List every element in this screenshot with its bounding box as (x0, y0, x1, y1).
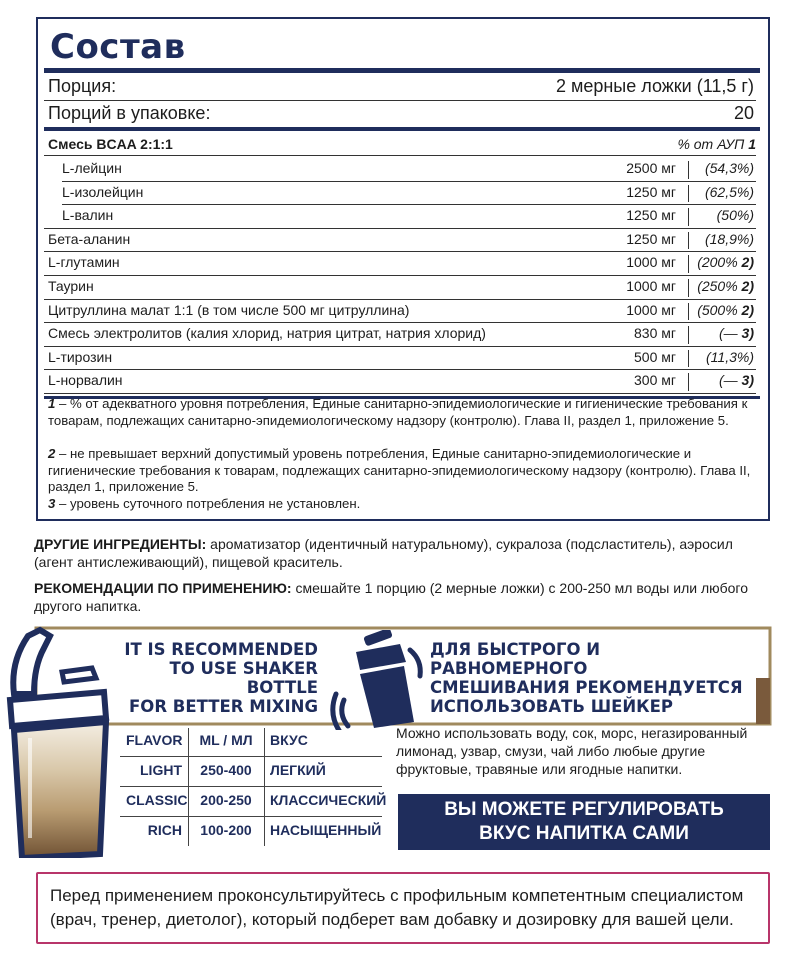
serving-row (48, 76, 754, 97)
flavor-header-cell: ВКУС (270, 732, 308, 748)
shaker-en-text: IT IS RECOMMENDED TO USE SHAKER BOTTLE FOR BETTER MIXING (124, 640, 318, 716)
flavor-cell: ЛЕГКИЙ (270, 762, 326, 778)
ingredient-name: Бета-аланин (48, 230, 131, 247)
ingredient-amount: 1250 мг (626, 183, 676, 200)
ingredient-amount: 1250 мг (626, 207, 676, 224)
shaker-ru-text: ДЛЯ БЫСТРОГО И РАВНОМЕРНОГО СМЕШИВАНИЯ РЕКОМЕНДУЕТСЯ ИСПОЛЬЗОВАТЬ ШЕЙКЕР (430, 640, 743, 716)
column-divider (688, 373, 689, 391)
ingredient-name: L-изолейцин (62, 183, 144, 200)
header-rule (44, 127, 760, 131)
footnote: 1 – % от адекватного уровня потребления, Единые санитарно-эпидемиологические и гигиенические требования к товарам, подлежащих санитарно-эпидемиологическому надзору (контролю). Глава II, раздел 1, приложение 5. (48, 396, 748, 428)
flavor-row-divider (120, 756, 382, 757)
flavor-cell: CLASSIC (126, 792, 188, 808)
column-divider (688, 208, 689, 226)
flavor-header-cell: FLAVOR (126, 732, 183, 748)
footnote: 2 – не превышает верхний допустимый уровень потребления, Единые санитарно-эпидемиологические и гигиенические требования к товарам, подлежащих санитарно-эпидемиологическому надзору (контролю). Глава II, раздел 1, приложение 5. (48, 446, 751, 494)
flavor-cell: 100-200 (200, 822, 252, 838)
ingredient-pct: (62,5%) (704, 183, 754, 200)
ingredient-name: L-тирозин (48, 348, 113, 365)
servings-label: Порций в упаковке: (48, 103, 211, 123)
ingredient-pct: (— 3) (718, 372, 754, 389)
column-divider (688, 350, 689, 368)
ingredient-amount: 1000 мг (626, 278, 676, 294)
ingredient-pct: (11,3%) (706, 348, 754, 365)
ingredient-pct: (54,3%) (704, 160, 754, 176)
ingredient-amount: 2500 мг (626, 160, 676, 176)
ingredient-pct: (250% 2) (697, 278, 754, 294)
flavor-cell: КЛАССИЧЕСКИЙ (270, 792, 387, 808)
column-divider (688, 279, 689, 297)
row-divider (44, 228, 756, 229)
row-divider (44, 393, 756, 394)
ingredient-pct: (18,9%) (704, 230, 754, 247)
column-divider (688, 232, 689, 250)
flavor-row-divider (120, 786, 382, 787)
ingredient-name: L-валин (62, 207, 114, 224)
footnote: 3 – уровень суточного потребления не установлен. (48, 496, 361, 511)
flavor-cell: LIGHT (140, 762, 182, 778)
ingredient-name: Таурин (48, 278, 94, 294)
row-divider (62, 204, 756, 205)
ingredient-amount: 830 мг (634, 325, 676, 342)
title-rule (44, 68, 760, 73)
ingredient-pct: (— 3) (718, 325, 754, 342)
divider (44, 155, 756, 156)
divider (44, 100, 756, 101)
table-header-pct: % от АУП 1 (677, 136, 756, 152)
column-divider (688, 185, 689, 203)
ingredient-pct: (200% 2) (697, 254, 754, 271)
flavor-col-divider (188, 728, 189, 846)
row-divider (44, 251, 756, 252)
mix-note: Можно использовать воду, сок, морс, негазированный лимонад, узвар, смузи, чай либо любые другие фруктовые, травяные или ягодные напитки. (396, 725, 748, 777)
flavor-cell: 250-400 (200, 762, 252, 778)
warning-box: Перед применением проконсультируйтесь с профильным компетентным специалистом (врач, тренер, диетолог), который подберет вам добавку и дозировку для вашей цели. (36, 872, 770, 944)
ingredient-amount: 500 мг (634, 348, 676, 365)
servings-value: 20 (733, 103, 754, 123)
row-divider (44, 322, 756, 323)
flavor-header-cell: ML / МЛ (199, 732, 253, 748)
ingredient-amount: 1000 мг (626, 301, 676, 318)
flavor-cell: НАСЫЩЕННЫЙ (270, 822, 382, 838)
ingredient-name: L-норвалин (48, 372, 123, 389)
other-ingredients: ДРУГИЕ ИНГРЕДИЕНТЫ: ароматизатор (идентичный натуральному), сукралоза (подсластитель), аэросил (агент антислеживающий), пищевой краситель. (34, 536, 733, 570)
ingredient-name: Цитруллина малат 1:1 (в том числе 500 мг цитруллина) (48, 301, 410, 318)
row-divider (44, 299, 756, 300)
shaker-mixing-icon (330, 630, 426, 730)
row-divider (44, 275, 756, 276)
row-divider (44, 369, 756, 370)
flavor-cell: 200-250 (200, 792, 252, 808)
servings-row (48, 103, 754, 124)
ingredient-name: Смесь электролитов (калия хлорид, натрия цитрат, натрия хлорид) (48, 325, 486, 342)
ingredient-amount: 1000 мг (626, 254, 676, 271)
flavor-row-divider (120, 816, 382, 817)
column-divider (688, 255, 689, 273)
page-title: Состав (50, 27, 186, 67)
recommendations: РЕКОМЕНДАЦИИ ПО ПРИМЕНЕНИЮ: смешайте 1 порцию (2 мерные ложки) с 200-250 мл воды или любого другого напитка. (34, 580, 749, 614)
flavor-banner: ВЫ МОЖЕТЕ РЕГУЛИРОВАТЬ ВКУС НАПИТКА САМИ (398, 794, 770, 850)
column-divider (688, 161, 689, 179)
ingredient-pct: (500% 2) (697, 301, 754, 318)
row-divider (44, 346, 756, 347)
ingredient-amount: 1250 мг (626, 230, 676, 247)
row-divider (62, 181, 756, 182)
ingredient-name: L-глутамин (48, 254, 120, 271)
ingredient-name: L-лейцин (62, 160, 122, 176)
column-divider (688, 303, 689, 321)
ingredient-pct: (50%) (716, 207, 754, 224)
ingredient-amount: 300 мг (634, 372, 676, 389)
table-header-name: Смесь BCAA 2:1:1 (48, 136, 173, 152)
serving-value: 2 мерные ложки (11,5 г) (555, 76, 754, 96)
flavor-col-divider (264, 728, 265, 846)
column-divider (688, 326, 689, 344)
flavor-cell: RICH (147, 822, 182, 838)
serving-label: Порция: (48, 76, 117, 96)
